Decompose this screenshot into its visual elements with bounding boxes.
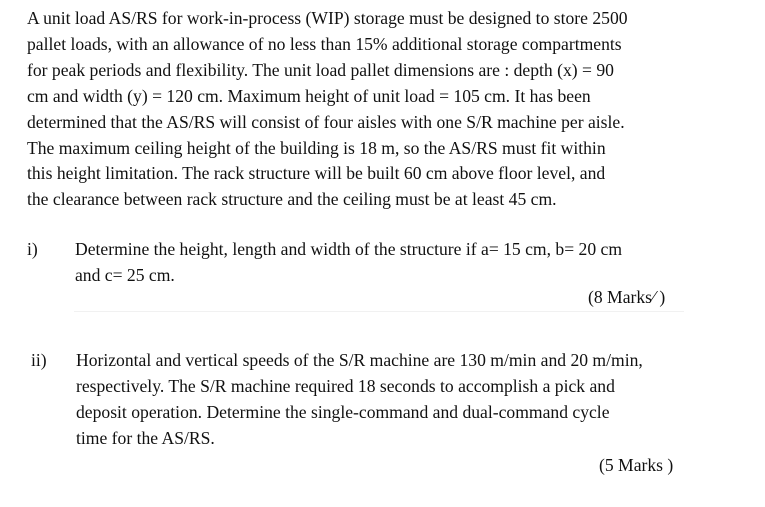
- problem-line: pallet loads, with an allowance of no less than 15% additional storage compartments: [27, 33, 622, 54]
- problem-line: this height limitation. The rack structure will be built 60 cm above floor level, and: [27, 163, 606, 184]
- question-1-number: i): [27, 239, 38, 259]
- problem-line: cm and width (y) = 120 cm. Maximum height of unit load = 105 cm. It has been: [27, 85, 591, 106]
- question-2-text: [76, 348, 691, 452]
- divider: [74, 311, 684, 312]
- problem-line: for peak periods and flexibility. The unit load pallet dimensions are : depth (x) = 90: [27, 59, 614, 80]
- question-2-line: time for the AS/RS.: [76, 427, 215, 448]
- question-1-line: Determine the height, length and width of the structure if a= 15 cm, b= 20 cm: [75, 239, 623, 259]
- problem-line: The maximum ceiling height of the building is 18 m, so the AS/RS must fit within: [27, 137, 606, 158]
- question-2-number: ii): [31, 350, 47, 370]
- problem-statement: [27, 6, 692, 213]
- question-2-line: respectively. The S/R machine required 18 seconds to accomplish a pick and: [76, 375, 615, 396]
- problem-line: A unit load AS/RS for work-in-process (WIP) storage must be designed to store 2500: [27, 8, 628, 28]
- question-2-line: deposit operation. Determine the single-command and dual-command cycle: [76, 401, 610, 422]
- question-2-marks: (5 Marks ): [599, 455, 674, 475]
- problem-line: determined that the AS/RS will consist of four aisles with one S/R machine per aisle.: [27, 111, 625, 132]
- question-1-marks: (8 Marks⁄ ): [588, 287, 666, 307]
- question-1-line: and c= 25 cm.: [75, 264, 175, 285]
- question-2-line: Horizontal and vertical speeds of the S/R machine are 130 m/min and 20 m/min,: [76, 350, 643, 370]
- question-1-text: [75, 237, 687, 289]
- problem-line: the clearance between rack structure and the ceiling must be at least 45 cm.: [27, 189, 557, 210]
